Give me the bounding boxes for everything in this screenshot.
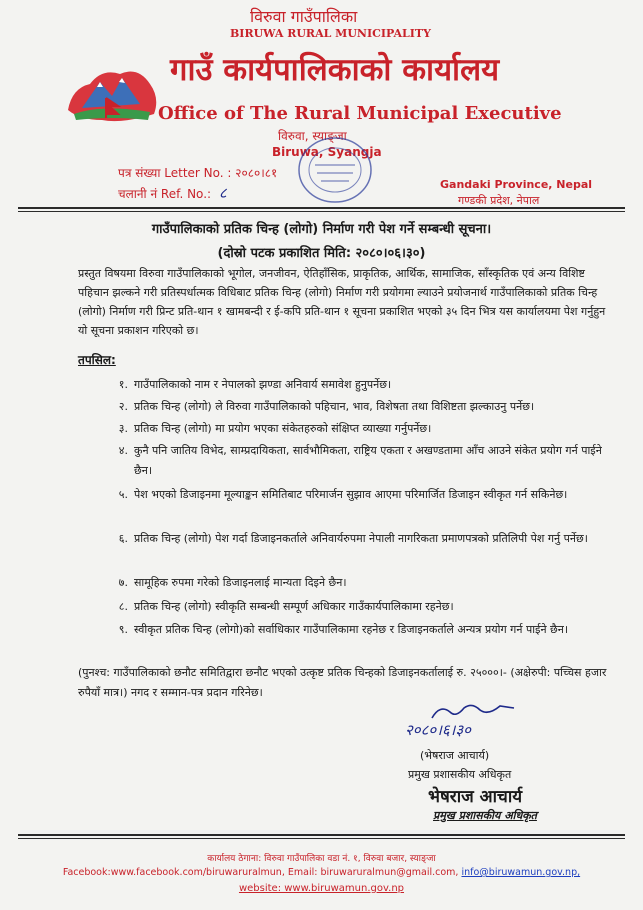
list-item: [88, 441, 608, 481]
footer-divider-thin: [18, 838, 625, 839]
list-item: [88, 620, 608, 640]
signatory-name: (भेषराज आचार्य): [420, 749, 490, 762]
list-item: [88, 597, 608, 617]
list-item: [88, 397, 608, 417]
list-item-text: प्रतिक चिन्ह (लोगो) पेश गर्दा डिजाइनकर्ताले अनिवार्यरुपमा नेपाली नागरिकता प्रमाणपत्रको प्रतिलिपी पेश गर्नु पर्नेछ।: [134, 532, 588, 545]
list-item-number: ५.: [118, 488, 128, 501]
municipality-name-np: विरुवा गाउँपालिका: [250, 7, 358, 26]
footer-contact-text: Facebook:www.facebook.com/biruwaruralmun, Email: biruwaruralmun@gmail.com,: [62, 867, 459, 878]
title-stamp: प्रमुख प्रशासकीय अधिकृत: [433, 809, 537, 822]
notice-body: प्रस्तुत विषयमा विरुवा गाउँपालिकाको भूगोल, जनजीवन, ऐतिहाँसिक, प्राकृतिक, आर्थिक, सामाजिक, साँस्कृतिक एवं अन्य विशिष्ट पहिचान झल्कने गरी प्रतिस्पर्धात्मक विधिबाट प्रतिक चिन्ह (लोगो) निर्माण गरी प्रयोगमा ल्याउने प्रयोजनार्थ गाउँपालिकाको प्रतिक चिन्ह (लोगो) निर्माण गरी प्रिन्ट प्रति-थान १ खामबन्दी र ई-कपि प्रति-थान १ सूचना प्रकाशित भएको ३५ दिन भित्र यस कार्यालयमा पेश गर्नुहुन यो सूचना प्रकाशन गरिएको छ।: [78, 267, 606, 337]
name-stamp: भेषराज आचार्य: [428, 787, 523, 807]
location-np: विरुवा, स्याङ्जा: [278, 129, 347, 143]
list-item-text: प्रतिक चिन्ह (लोगो) स्वीकृति सम्बन्धी सम्पूर्ण अधिकार गाउँकार्यपालिकामा रहनेछ।: [134, 600, 454, 613]
reference-value: ८: [218, 184, 227, 202]
footer-contact: [0, 867, 643, 878]
municipality-name-en: BIRUWA RURAL MUNICIPALITY: [230, 27, 431, 40]
postscript-note: (पुनश्च: गाउँपालिकाको छनौट समितिद्वारा छनौट भएको उत्कृष्ट प्रतिक चिन्हको डिजाइनकर्तालाई रु. २५०००।- (अक्षेरुपी: पच्चिस हजार रुपैयाँ मात्र।) नगद र सम्मान-पत्र प्रदान गरिनेछ।: [78, 666, 607, 699]
header-divider: [18, 207, 625, 209]
list-item-number: ७.: [118, 576, 128, 589]
list-item-number: ९.: [118, 623, 128, 636]
office-name-en: Office of The Rural Municipal Executive: [158, 103, 562, 124]
signature-date: २०८०।६।३०: [405, 721, 471, 739]
list-item-number: १.: [118, 378, 128, 391]
office-name-np: गाउँ कार्यपालिकाको कार्यालय: [170, 52, 500, 88]
list-item-number: ६.: [118, 532, 128, 545]
list-item: [88, 375, 608, 395]
list-item-text: गाउँपालिकाको नाम र नेपालको झण्डा अनिवार्य समावेश हुनुपर्नेछ।: [134, 378, 392, 391]
location-en: Biruwa, Syangja: [272, 145, 382, 159]
footer-divider: [18, 834, 625, 836]
municipality-emblem-icon: [62, 58, 162, 130]
footer-website-link[interactable]: website: www.biruwamun.gov.np: [238, 883, 405, 894]
province-en: Gandaki Province, Nepal: [440, 178, 593, 191]
letter-number: पत्र संख्या Letter No. : २०८०।८१: [118, 166, 278, 180]
office-stamp: [295, 135, 375, 205]
notice-title: गाउँपालिकाको प्रतिक चिन्ह (लोगो) निर्माण गरी पेश गर्ने सम्बन्धी सूचना।: [151, 222, 492, 237]
list-item: [88, 529, 608, 549]
list-item: [88, 485, 608, 505]
list-item-text: प्रतिक चिन्ह (लोगो) ले विरुवा गाउँपालिकाको पहिचान, भाव, विशेषता तथा विशिष्टता झल्काउनु पर्नेछ।: [134, 400, 535, 413]
list-item-text: कुनै पनि जातिय विभेद, साम्प्रदायिकता, सार्वभौमिकता, राष्ट्रिय एकता र अखण्डतामा आँच आउने संकेत प्रयोग गर्न पाईने छैन।: [134, 444, 602, 477]
footer-address: कार्यालय ठेगाना: विरुवा गाउँपालिका वडा नं. १, विरुवा बजार, स्याङ्जा: [207, 854, 436, 864]
notice-subtitle: (दोस्रो पटक प्रकाशित मिति: २०८०।०६।३०): [217, 246, 426, 261]
list-item-text: स्वीकृत प्रतिक चिन्ह (लोगो)को सर्वाधिकार गाउँपालिकामा रहनेछ र डिजाइनकर्ताले अन्यत्र प्रयोग गर्न पाईने छैन।: [134, 623, 569, 636]
header-divider-thin: [18, 211, 625, 212]
list-item: [88, 573, 608, 593]
list-item-number: ३.: [118, 422, 128, 435]
details-heading: तपसिल:: [78, 353, 116, 367]
list-item-number: ४.: [118, 444, 128, 457]
list-item-text: पेश भएको डिजाइनमा मूल्याङ्कन समितिबाट परिमार्जन सुझाव आएमा परिमार्जित डिजाइन स्वीकृत गर्न सकिनेछ।: [134, 488, 568, 501]
reference-label: चलानी नं Ref. No.:: [118, 187, 212, 201]
list-item-number: ८.: [118, 600, 128, 613]
list-item-text: सामूहिक रुपमा गरेको डिजाइनलाई मान्यता दिइने छैन।: [134, 576, 347, 589]
province-np: गण्डकी प्रदेश, नेपाल: [458, 194, 540, 207]
list-item-number: २.: [118, 400, 128, 413]
list-item: [88, 419, 608, 439]
list-item-text: प्रतिक चिन्ह (लोगो) मा प्रयोग भएका संकेतहरुको संक्षिप्त व्याख्या गर्नुपर्नेछ।: [134, 422, 432, 435]
footer-email-link[interactable]: info@biruwamun.gov.np,: [461, 867, 581, 878]
reference-number: [118, 183, 227, 203]
footer-website: [0, 883, 643, 894]
signatory-title: प्रमुख प्रशासकीय अधिकृत: [408, 768, 512, 781]
